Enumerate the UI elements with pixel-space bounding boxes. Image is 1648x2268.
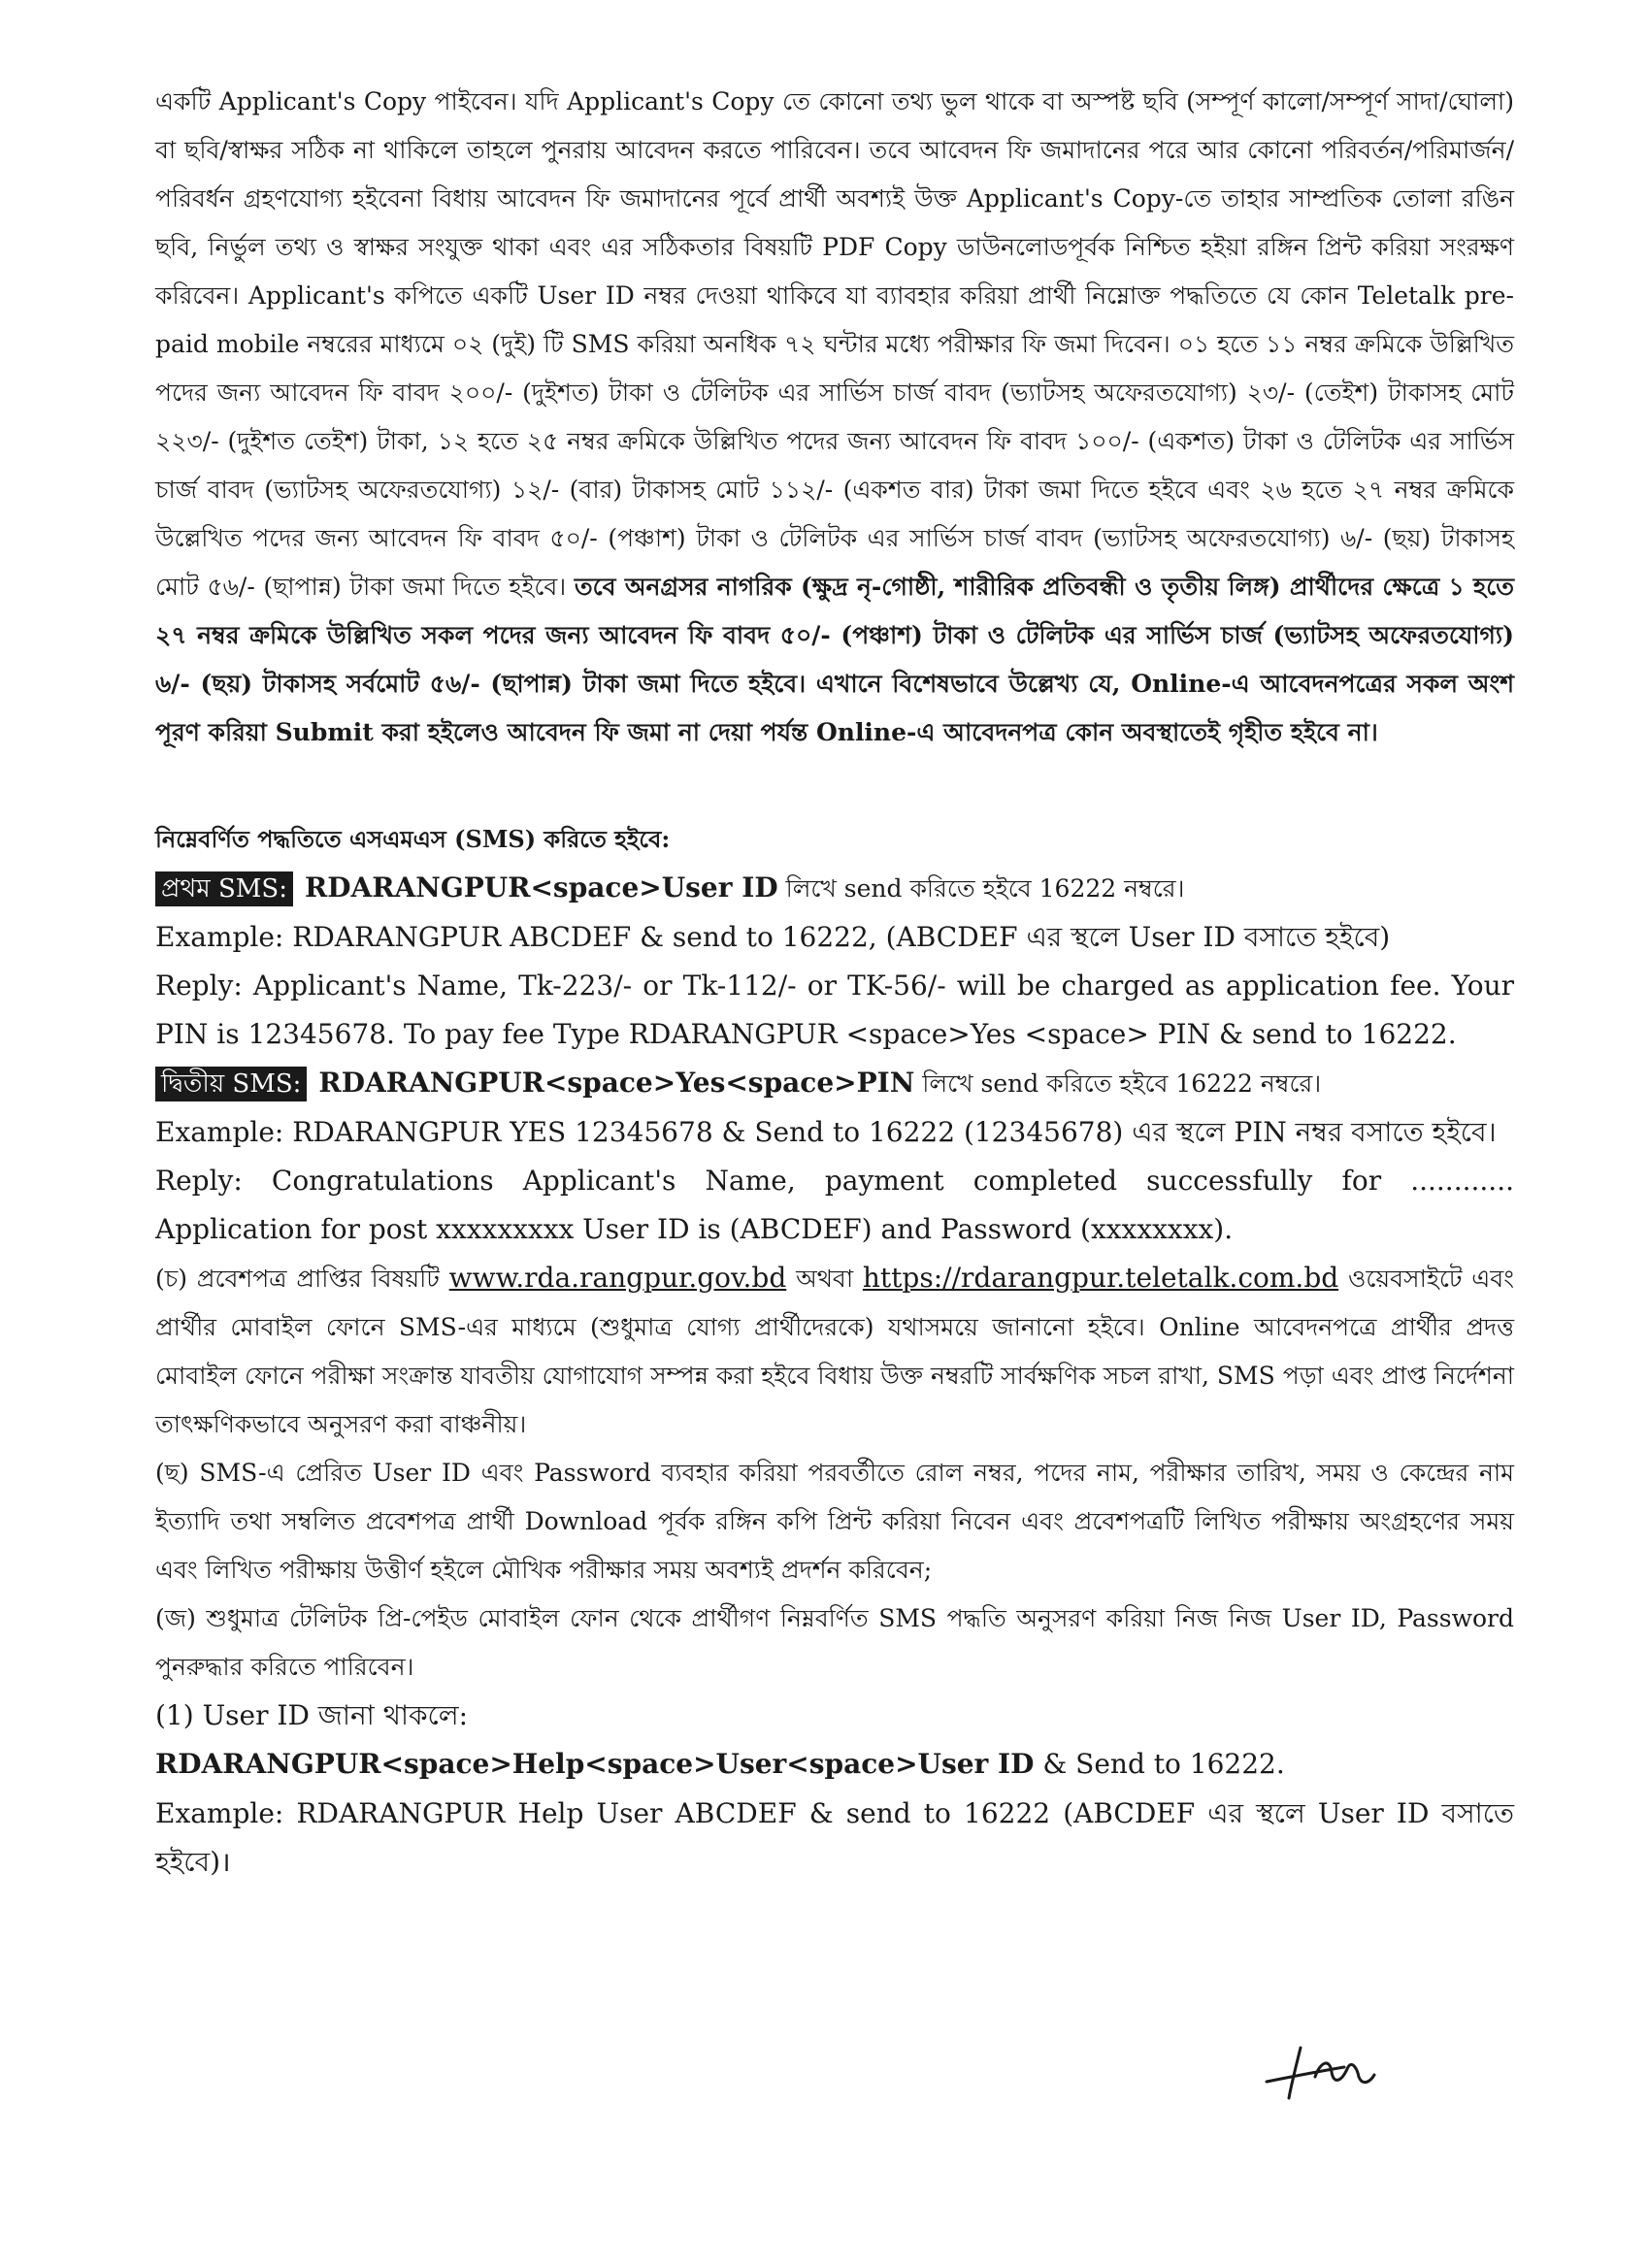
item-cha	[155, 1254, 1514, 1449]
sms1-example: Example: RDARANGPUR ABCDEF & send to 16222, (ABCDEF এর স্থলে User ID বসাতে হইবে)	[155, 921, 1391, 953]
recovery-example: Example: RDARANGPUR Help User ABCDEF & send to 16222 (ABCDEF এর স্থলে User ID বসাতে হইবে)।	[155, 1797, 1514, 1878]
document-page	[155, 78, 1514, 1887]
sms-heading: নিম্নেবর্ণিত পদ্ধতিতে এসএমএস (SMS) করিতে হইবে:	[155, 825, 671, 853]
item-cha-suffix: ওয়েবসাইটে এবং প্রার্থীর মোবাইল ফোনে SMS-এর মাধ্যমে (শুধুমাত্র যোগ্য প্রার্থীদেরকে) যথাসময়ে জানানো হইবে। Online আবেদনপত্রে প্রার্থীর প্রদত্ত মোবাইল ফোনে পরীক্ষা সংক্রান্ত যাবতীয় যোগাযোগ সম্পন্ন করা হইবে বিধায় উক্ত নম্বরটি সার্বক্ষণিক সচল রাখা, SMS পড়া এবং প্রাপ্ত নির্দেশনা তাৎক্ষণিকভাবে অনুসরণ করা বাঞ্চনীয়।	[155, 1265, 1514, 1438]
sms2-example: Example: RDARANGPUR YES 12345678 & Send to 16222 (12345678) এর স্থলে PIN নম্বর বসাতে হইবে।	[155, 1116, 1497, 1148]
main-paragraph	[155, 78, 1514, 757]
sms1-command: RDARANGPUR<space>User ID	[304, 871, 778, 904]
recovery-command-line	[155, 1740, 1514, 1790]
sms1-line	[155, 864, 1514, 913]
sms2-line	[155, 1059, 1514, 1108]
recovery-command: RDARANGPUR<space>Help<space>User<space>User ID	[155, 1748, 1035, 1780]
sms1-label: প্রথম SMS:	[155, 871, 293, 906]
item-cha-prefix: (চ) প্রবেশপত্র প্রাপ্তির বিষয়টি	[155, 1265, 449, 1293]
item-ja: (জ) শুধুমাত্র টেলিটক প্রি-পেইড মোবাইল ফোন থেকে প্রার্থীগণ নিম্নবর্ণিত SMS পদ্ধতি অনুসরণ করিয়া নিজ নিজ User ID, Password পুনরুদ্ধার করিতে পারিবেন।	[155, 1604, 1514, 1681]
recovery-command-suffix: & Send to 16222.	[1034, 1748, 1285, 1780]
sms1-instruction: লিখে send করিতে হইবে 16222 নম্বরে।	[777, 874, 1185, 903]
main-paragraph-text: একটি Applicant's Copy পাইবেন। যদি Applicant's Copy তে কোনো তথ্য ভুল থাকে বা অস্পষ্ট ছবি (সম্পূর্ণ কালো/সম্পূর্ণ সাদা/ঘোলা) বা ছবি/স্বাক্ষর সঠিক না থাকিলে তাহলে পুনরায় আবেদন করতে পারিবেন। তবে আবেদন ফি জমাদানের পরে আর কোনো পরিবর্তন/পরিমার্জন/পরিবর্ধন গ্রহণযোগ্য হইবেনা বিধায় আবেদন ফি জমাদানের পূর্বে প্রার্থী অবশ্যই উক্ত Applicant's Copy-তে তাহার সাম্প্রতিক তোলা রঙিন ছবি, নির্ভুল তথ্য ও স্বাক্ষর সংযুক্ত থাকা এবং এর সঠিকতার বিষয়টি PDF Copy ডাউনলোডপূর্বক নিশ্চিত হইয়া রঙ্গিন প্রিন্ট করিয়া সংরক্ষণ করিবেন। Applicant's কপিতে একটি User ID নম্বর দেওয়া থাকিবে যা ব্যাবহার করিয়া প্রার্থী নিম্নোক্ত পদ্ধতিতে যে কোন Teletalk pre-paid mobile নম্বরের মাধ্যমে ০২ (দুই) টি SMS করিয়া অনধিক ৭২ ঘন্টার মধ্যে পরীক্ষার ফি জমা দিবেন। ০১ হতে ১১ নম্বর ক্রমিকে উল্লিখিত পদের জন্য আবেদন ফি বাবদ ২০০/- (দুইশত) টাকা ও টেলিটক এর সার্ভিস চার্জ বাবদ (ভ্যাটসহ অফেরতযোগ্য) ২৩/- (তেইশ) টাকাসহ মোট ২২৩/- (দুইশত তেইশ) টাকা, ১২ হতে ২৫ নম্বর ক্রমিকে উল্লিখিত পদের জন্য আবেদন ফি বাবদ ১০০/- (একশত) টাকা ও টেলিটক এর সার্ভিস চার্জ বাবদ (ভ্যাটসহ অফেরতযোগ্য) ১২/- (বার) টাকাসহ মোট ১১২/- (একশত বার) টাকা জমা দিতে হইবে এবং ২৬ হতে ২৭ নম্বর ক্রমিকে উল্লেখিত পদের জন্য আবেদন ফি বাবদ ৫০/- (পঞ্চাশ) টাকা ও টেলিটক এর সার্ভিস চার্জ বাবদ (ভ্যাটসহ অফেরতযোগ্য) ৬/- (ছয়) টাকাসহ মোট ৫৬/- (ছাপান্ন) টাকা জমা দিতে হইবে।	[155, 87, 1514, 601]
item-cha-middle: অথবা	[786, 1265, 863, 1293]
spacer	[155, 757, 1514, 815]
signature-mark	[1262, 2028, 1378, 2106]
recovery-heading: (1) User ID জানা থাকলে:	[155, 1699, 469, 1731]
item-chha: (ছ) SMS-এ প্রেরিত User ID এবং Password ব্যবহার করিয়া পরবর্তীতে রোল নম্বর, পদের নাম, পরীক্ষার তারিখ, সময় ও কেন্দ্রের নাম ইত্যাদি তথা সম্বলিত প্রবেশপত্র প্রার্থী Download পূর্বক রঙ্গিন কপি প্রিন্ট করিয়া নিবেন এবং প্রবেশপত্রটি লিখিত পরীক্ষায় অংগ্রহণের সময় এবং লিখিত পরীক্ষায় উত্তীর্ণ হইলে মৌখিক পরীক্ষার সময় অবশ্যই প্রদর্শন করিবেন;	[155, 1459, 1514, 1584]
main-paragraph-bold-text: তবে অনগ্রসর নাগরিক (ক্ষুদ্র নৃ-গোষ্ঠী, শারীরিক প্রতিবন্ধী ও তৃতীয় লিঙ্গ) প্রার্থীদের ক্ষেত্রে ১ হতে ২৭ নম্বর ক্রমিকে উল্লিখিত সকল পদের জন্য আবেদন ফি বাবদ ৫০/- (পঞ্চাশ) টাকা ও টেলিটক এর সার্ভিস চার্জ (ভ্যাটসহ অফেরতযোগ্য) ৬/- (ছয়) টাকাসহ সর্বমোট ৫৬/- (ছাপান্ন) টাকা জমা দিতে হইবে। এখানে বিশেষভাবে উল্লেখ্য যে, Online-এ আবেদনপত্রের সকল অংশ পূরণ করিয়া Submit করা হইলেও আবেদন ফি জমা না দেয়া পর্যন্ত Online-এ আবেদনপত্র কোন অবস্থাতেই গৃহীত হইবে না।	[155, 573, 1514, 746]
sms2-command: RDARANGPUR<space>Yes<space>PIN	[318, 1067, 915, 1099]
rda-website-link[interactable]: www.rda.rangpur.gov.bd	[448, 1262, 787, 1294]
sms2-instruction: লিখে send করিতে হইবে 16222 নম্বরে।	[914, 1069, 1322, 1098]
teletalk-website-link[interactable]: https://rdarangpur.teletalk.com.bd	[862, 1262, 1339, 1294]
sms1-reply: Reply: Applicant's Name, Tk-223/- or Tk-112/- or TK-56/- will be charged as application fee. Your PIN is 12345678. To pay fee Type RDARANGPUR <space>Yes <space> PIN & send to 16222.	[155, 970, 1514, 1050]
sms2-reply: Reply: Congratulations Applicant's Name, payment completed successfully for ............ Application for post xxxxxxxxx User ID is (ABCDEF) and Password (xxxxxxxx).	[155, 1165, 1514, 1245]
sms2-label: দ্বিতীয় SMS:	[155, 1067, 307, 1101]
